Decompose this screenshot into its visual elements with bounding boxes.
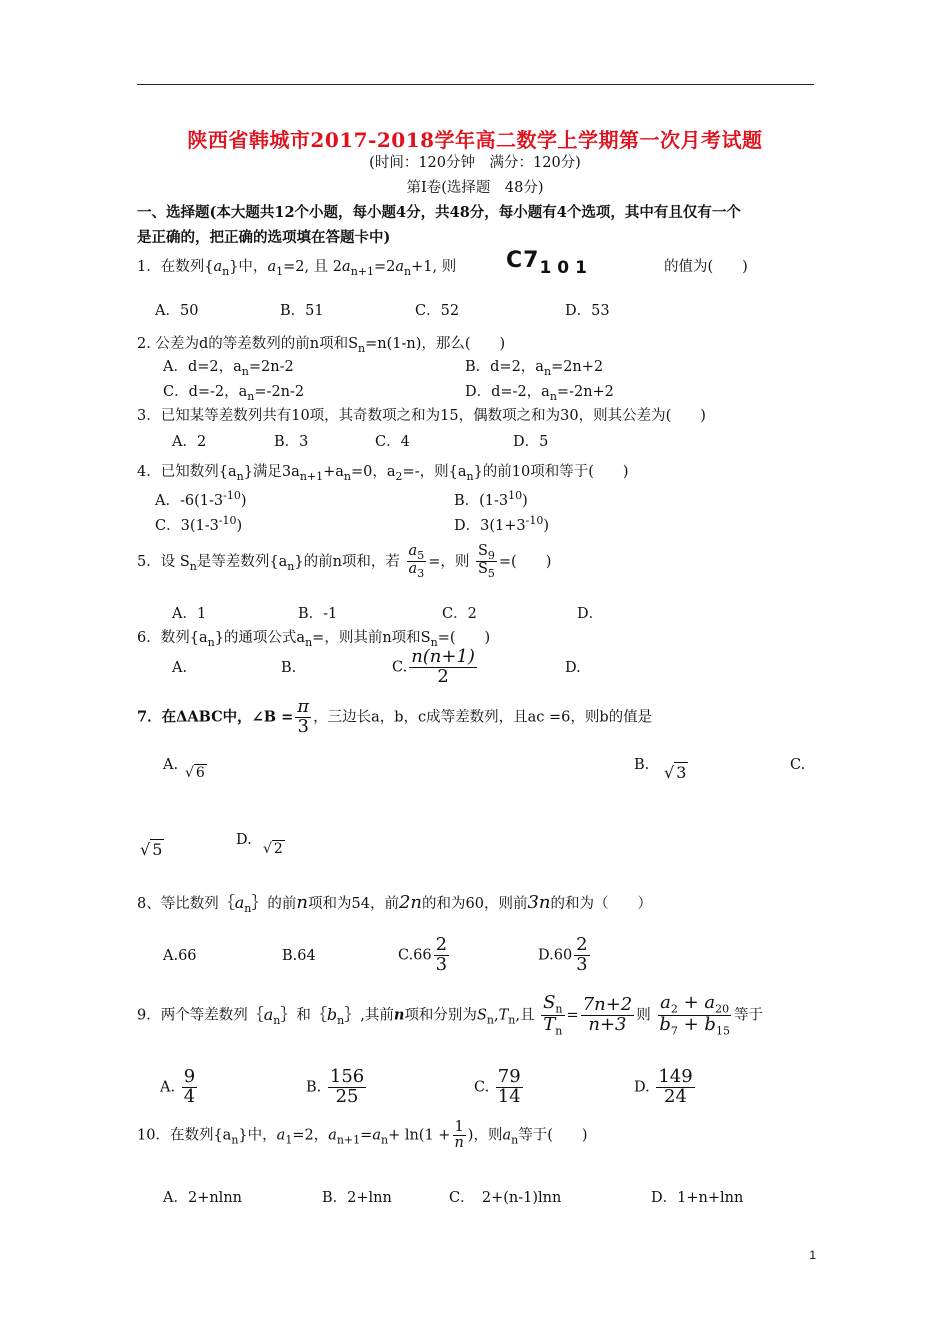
q3-option-a: A．2 bbox=[172, 434, 207, 450]
q9-option-d: D. $\frac{149}{24}$ bbox=[634, 1066, 693, 1107]
q7-option-a-value: √ 6 bbox=[185, 765, 205, 781]
question-1-tail: 的值为( ) bbox=[664, 259, 748, 275]
q5-option-b: B．-1 bbox=[298, 606, 338, 622]
question-10-stem: 10．在数列$\{a_n\}$中，$a_1=2$，$a_{n+1}=a_n+ \ln(1$ + $\frac{1}{n}$ )，则$a_n$等于( ) bbox=[137, 1119, 588, 1152]
exam-info: (时间：120分钟 满分：120分) bbox=[369, 155, 581, 171]
q6-option-a: A. bbox=[172, 660, 188, 676]
page-title: 陕西省韩城市2017-2018学年高二数学上学期第一次月考试题 bbox=[187, 128, 763, 152]
question-9-stem: 9．两个等差数列$\{a_n\}$和$\{b_n\}$,其前n项和分别为$S_n,T_n$,且 $\frac{S_n}{T_n}$ = $\frac{7n+2}{n+3}$ 则 $\frac{a_2 + a_{20}}{b_7 + b_{15}}$ 等于 bbox=[137, 992, 763, 1038]
q4-option-c: C．$3(1-3^{-10})$ bbox=[155, 514, 243, 534]
q4-option-a: A．$-6(1-3^{-10})$ bbox=[155, 489, 247, 509]
q7-option-b-value: √ 3 bbox=[664, 763, 687, 782]
top-rule bbox=[137, 84, 814, 85]
q7-option-d-value: √ 2 bbox=[263, 841, 283, 857]
q8-option-b: B.64 bbox=[282, 948, 316, 964]
q4-option-d: D．$3(1+3^{-10})$ bbox=[454, 514, 549, 534]
q4-option-b: B．$(1-3^{10})$ bbox=[454, 489, 528, 509]
q10-option-c: C． 2+(n-1)lnn bbox=[449, 1190, 562, 1206]
q3-option-c: C．4 bbox=[375, 434, 410, 450]
q7-option-c-label: C. bbox=[790, 757, 806, 773]
section-heading-cont: 是正确的，把正确的选项填在答题卡中) bbox=[137, 229, 391, 246]
page-number: 1 bbox=[809, 1248, 816, 1262]
q9-option-c: C. $\frac{79}{14}$ bbox=[474, 1066, 521, 1107]
question-8-stem: 8、等比数列$\{a_n\}$的前n项和为54，前2n的和为60，则前3n的和为（ ） bbox=[137, 892, 652, 916]
q1-option-c: C．52 bbox=[415, 303, 460, 319]
q7-option-d-label: D. bbox=[236, 832, 252, 848]
q2-option-d: D．d=-2，$a_n=-2n+2$ bbox=[465, 384, 614, 403]
question-6-stem: 6．数列$\{a_n\}$的通项公式$a_n=$，则其前n项和$S_n=$( ) bbox=[137, 630, 491, 649]
q7-option-a-label: A. bbox=[163, 757, 179, 773]
question-4-stem: 4．已知数列$\{a_n\}$满足$3a_{n+1}+a_n=0$，$a_2=-$，则$\{a_n\}$的前10项和等于( ) bbox=[137, 464, 629, 483]
q8-option-d: D.60 $\frac{2}{3}$ bbox=[538, 934, 588, 975]
q5-option-d: D． bbox=[577, 606, 604, 622]
q6-option-c: C. $\frac{n(n+1)}{2}$ bbox=[392, 646, 475, 687]
q5-ratio-s: $\frac{S_9}{S_5}$ bbox=[477, 543, 495, 581]
question-2-stem: 2. 公差为d的等差数列的前n项和$S_n=n(1-n)$，那么( ) bbox=[137, 336, 506, 355]
q6-option-d: D. bbox=[565, 660, 581, 676]
q10-option-a: A．2+nlnn bbox=[163, 1190, 242, 1206]
section-heading: 一、选择题(本大题共12个小题，每小题4分，共48分，每小题有4个选项，其中有且仅有一个 bbox=[137, 204, 741, 221]
q5-option-a: A．1 bbox=[172, 606, 207, 622]
q7-option-c-value: √ 5 bbox=[140, 840, 163, 859]
question-7-stem: 7．在ΔABC中，∠B = $\frac{\pi}{3}$ ，三边长a，b，c成等差数列，且ac =6，则b的值是 bbox=[137, 696, 653, 737]
q3-option-d: D．5 bbox=[513, 434, 549, 450]
q9-option-a: A. $\frac{9}{4}$ bbox=[160, 1066, 196, 1107]
q2-option-c: C．d=-2，$a_n=-2n-2$ bbox=[163, 384, 305, 403]
question-1-stem: 1．在数列$\{a_n\}$中，$a_1=2$, 且 $2a_{n+1}=2a_n+1$, 则 bbox=[137, 259, 457, 278]
q1-option-d: D．53 bbox=[565, 303, 610, 319]
q1-option-b: B．51 bbox=[280, 303, 324, 319]
q3-option-b: B．3 bbox=[274, 434, 309, 450]
q2-option-a: A．d=2，$a_n=2n-2$ bbox=[163, 359, 294, 378]
q8-option-c: C.66 $\frac{2}{3}$ bbox=[398, 934, 448, 975]
q1-option-a: A．50 bbox=[155, 303, 199, 319]
q9-option-b: B. $\frac{156}{25}$ bbox=[306, 1066, 365, 1107]
q5-option-c: C．2 bbox=[442, 606, 477, 622]
question-3-stem: 3．已知某等差数列共有10项，其奇数项之和为15，偶数项之和为30，则其公差为( ) bbox=[137, 408, 706, 424]
q8-option-a: A.66 bbox=[163, 948, 197, 964]
q2-option-b: B．d=2，$a_n=2n+2$ bbox=[465, 359, 604, 378]
q7-option-b-label: B. bbox=[634, 757, 650, 773]
part-heading: 第Ⅰ卷(选择题 48分) bbox=[406, 180, 544, 196]
term-a101-image: $C7_{101}$ bbox=[506, 248, 593, 278]
question-5-stem: 5．设 $S_n$是等差数列$\{a_n\}$的前n项和，若 $\frac{a_5}{a_3}$ =，则 $\frac{S_9}{S_5}$ =( ) bbox=[137, 543, 552, 581]
q5-ratio-a: $\frac{a_5}{a_3}$ bbox=[408, 543, 425, 581]
q10-option-d: D．1+n+lnn bbox=[651, 1190, 744, 1206]
q6-option-b: B. bbox=[281, 660, 297, 676]
q10-option-b: B．2+lnn bbox=[322, 1190, 392, 1206]
